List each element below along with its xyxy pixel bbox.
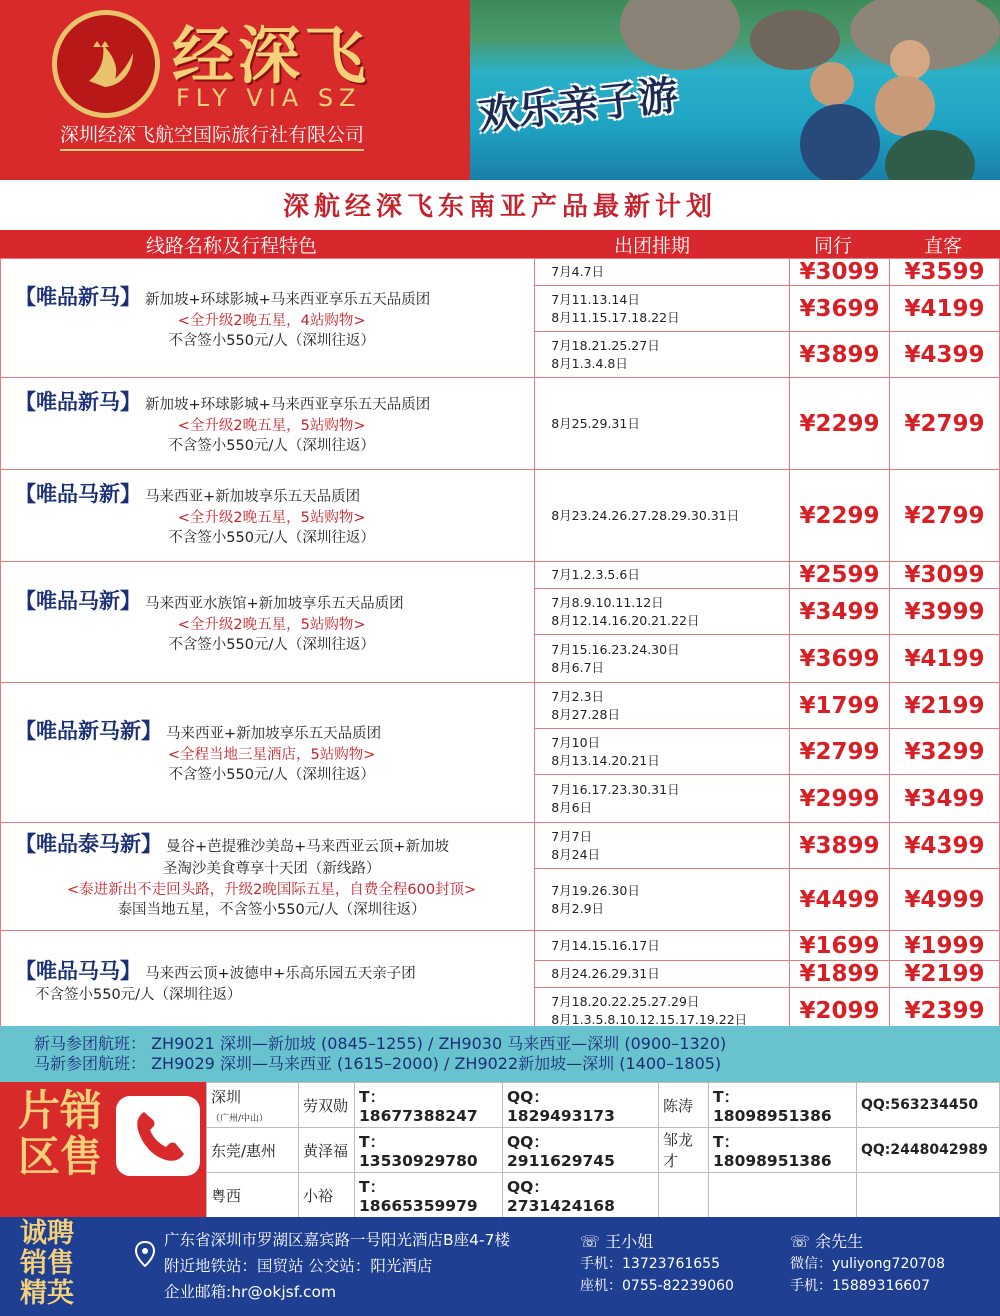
peer-price: ¥1699 — [790, 931, 890, 961]
route-note: <全升级2晚五星，4站购物> — [177, 312, 366, 329]
date-line: 7月2.3日 — [551, 688, 605, 704]
recruit-footer — [0, 1217, 1000, 1316]
date-line: 8月1.3.4.8日 — [551, 355, 628, 371]
direct-price: ¥3599 — [890, 259, 1000, 286]
peer-price: ¥3899 — [790, 823, 890, 869]
peer-price: ¥3699 — [790, 635, 890, 683]
table-row — [1, 259, 1000, 286]
contact-phone: T：13530929780 — [355, 1128, 503, 1173]
table-header — [0, 230, 1000, 258]
contact-1-landline: 座机：0755-82239060 — [580, 1278, 734, 1294]
date-line: 7月4.7日 — [551, 264, 605, 279]
date-line: 7月1.2.3.5.6日 — [551, 567, 640, 582]
date-line: 8月6日 — [551, 799, 593, 815]
schedule-cell — [535, 286, 790, 332]
route-desc: 新加坡+环球影城+马来西亚享乐五天品质团 — [145, 397, 431, 413]
route-visa-note: 不含签小550元/人（深圳往返） — [168, 332, 375, 349]
peer-price: ¥3099 — [790, 259, 890, 286]
region — [207, 1173, 299, 1218]
route-name: 【唯品新马】 — [15, 390, 141, 414]
route-desc: 马来西云顶+波德申+乐高乐园五天亲子团 — [145, 965, 416, 982]
date-line: 8月24日 — [551, 846, 601, 862]
route-desc: 马来西亚水族馆+新加坡享乐五天品质团 — [145, 595, 404, 612]
contact-2-wechat: 微信：yuliyong720708 — [790, 1256, 945, 1272]
schedule-cell — [535, 683, 790, 729]
peer-price: ¥4499 — [790, 869, 890, 931]
schedule-cell — [535, 259, 790, 286]
bird-icon — [79, 33, 141, 95]
date-line: 8月12.14.16.20.21.22日 — [551, 612, 700, 628]
date-line: 7月15.16.23.24.30日 — [551, 641, 680, 657]
route-cell — [1, 931, 535, 1034]
route-visa-note: 不含签小550元/人（深圳往返） — [168, 530, 375, 546]
phone-icon — [116, 1096, 200, 1176]
contact-1-mobile: 手机：13723761655 — [580, 1256, 720, 1272]
peer-price: ¥1799 — [790, 683, 890, 729]
logo — [52, 10, 160, 118]
schedule-cell — [535, 869, 790, 931]
peer-price: ¥3499 — [790, 589, 890, 635]
flight-line-2: 马新参团航班： ZH9029 深圳—马来西亚 (1615–2000) / ZH9022新加坡—深圳 (1400–1805) — [34, 1054, 722, 1073]
phone-small-icon: ☏ — [580, 1232, 606, 1251]
flight-line-1: 新马参团航班： ZH9021 深圳—新加坡 (0845–1255) / ZH9030 马来西亚—深圳 (0900–1320) — [34, 1034, 727, 1053]
direct-price: ¥1999 — [890, 931, 1000, 961]
route-cell — [1, 470, 535, 562]
peer-price: ¥3899 — [790, 332, 890, 378]
direct-price: ¥3999 — [890, 589, 1000, 635]
address: 广东省深圳市罗湖区嘉宾路一号阳光酒店B座4-7楼 — [164, 1231, 510, 1249]
route-desc: 新加坡+环球影城+马来西亚享乐五天品质团 — [145, 291, 431, 308]
contact-phone: T：18677388247 — [355, 1083, 503, 1128]
region — [207, 1128, 299, 1173]
table-row — [1, 683, 1000, 729]
contact-1-name: 王小姐 — [605, 1232, 654, 1251]
direct-price: ¥4199 — [890, 286, 1000, 332]
direct-price: ¥3099 — [890, 562, 1000, 589]
contact-name: 小裕 — [299, 1173, 355, 1218]
route-name: 【唯品马新】 — [15, 588, 141, 613]
contact-phone-2: T：18098951386 — [709, 1083, 857, 1128]
date-line: 8月11.15.17.18.22日 — [551, 309, 680, 325]
header-banner — [0, 0, 1000, 180]
sales-section — [0, 1082, 1000, 1217]
peer-price: ¥2999 — [790, 775, 890, 823]
contact-qq-2: QQ:563234450 — [857, 1083, 1000, 1128]
brand-name: 经深飞 — [172, 19, 371, 92]
date-line: 8月24.26.29.31日 — [551, 966, 660, 981]
contact-name: 黄泽福 — [299, 1128, 355, 1173]
direct-price: ¥2799 — [890, 470, 1000, 562]
table-row — [1, 378, 1000, 470]
route-desc: 马来西亚+新加坡享乐五天品质团 — [145, 489, 361, 505]
route-name: 【唯品马新】 — [15, 482, 141, 506]
contact-name: 劳双勋 — [299, 1083, 355, 1128]
region-name: 粤西 — [211, 1186, 242, 1205]
col-peer: 同行 — [814, 235, 853, 257]
route-visa-note: 不含签小550元/人（深圳往返） — [168, 767, 375, 783]
date-line: 7月18.20.22.25.27.29日 — [551, 993, 700, 1009]
route-desc: 曼谷+芭提雅沙美岛+马来西亚云顶+新加坡 — [166, 839, 449, 855]
route-note: <全升级2晚五星，5站购物> — [177, 510, 366, 526]
table-row — [1, 823, 1000, 869]
schedule-cell — [535, 931, 790, 961]
date-line: 7月8.9.10.11.12日 — [551, 594, 664, 610]
direct-price: ¥2399 — [890, 988, 1000, 1034]
direct-price: ¥2199 — [890, 961, 1000, 988]
address-block — [164, 1227, 510, 1305]
contact-2-name: 余先生 — [815, 1232, 864, 1251]
phone-small-icon: ☏ — [790, 1232, 816, 1251]
col-schedule: 出团排期 — [614, 235, 691, 257]
direct-price: ¥4199 — [890, 635, 1000, 683]
route-name: 【唯品新马新】 — [15, 719, 162, 743]
plan-title: 深航经深飞东南亚产品最新计划 — [282, 192, 717, 222]
transit: 附近地铁站：国贸站 公交站：阳光酒店 — [164, 1257, 433, 1275]
contact-row — [207, 1128, 1000, 1173]
contact-phone-2: T：18098951386 — [709, 1128, 857, 1173]
contact-phone-2 — [709, 1173, 857, 1218]
direct-price: ¥3299 — [890, 729, 1000, 775]
sales-label-2: 区售 — [17, 1132, 102, 1181]
table-row — [1, 931, 1000, 961]
brand-name-en: FLY VIA SZ — [176, 84, 362, 112]
date-line: 7月11.13.14日 — [551, 291, 640, 307]
route-note: <全程当地三星酒店，5站购物> — [167, 747, 376, 763]
schedule-cell — [535, 589, 790, 635]
schedule-cell — [535, 378, 790, 470]
schedule-cell — [535, 562, 790, 589]
route-visa-note: 不含签小550元/人（深圳往返） — [168, 636, 375, 653]
route-name: 【唯品泰马新】 — [15, 832, 162, 856]
schedule-cell — [535, 635, 790, 683]
schedule-cell — [535, 332, 790, 378]
route-visa-note: 不含签小550元/人（深圳往返） — [35, 986, 242, 1003]
table-row — [1, 562, 1000, 589]
date-line: 7月19.26.30日 — [551, 882, 640, 898]
contact-qq: QQ：1829493173 — [503, 1083, 659, 1128]
region-sub: （广州/中山） — [211, 1113, 269, 1124]
contact-qq-2 — [857, 1173, 1000, 1218]
peer-price: ¥2099 — [790, 988, 890, 1034]
direct-price: ¥4399 — [890, 823, 1000, 869]
route-cell — [1, 562, 535, 683]
date-line: 8月6.7日 — [551, 659, 605, 675]
contact-row — [207, 1173, 1000, 1218]
region-name: 深圳 — [211, 1087, 242, 1106]
direct-price: ¥4399 — [890, 332, 1000, 378]
date-line: 8月25.29.31日 — [551, 415, 640, 431]
direct-price: ¥2799 — [890, 378, 1000, 470]
route-note: <泰进新出不走回头路，升级2晚国际五星，自费全程600封顶> — [67, 882, 477, 898]
contact-name-2: 邹龙才 — [659, 1128, 709, 1173]
date-line: 8月23.24.26.27.28.29.30.31日 — [551, 507, 740, 523]
route-note: <全升级2晚五星，5站购物> — [177, 418, 366, 434]
peer-price: ¥2299 — [790, 378, 890, 470]
contact-2 — [790, 1231, 945, 1297]
direct-price: ¥3499 — [890, 775, 1000, 823]
col-direct: 直客 — [924, 235, 963, 257]
route-cell — [1, 378, 535, 470]
route-cell — [1, 683, 535, 823]
sales-contacts — [206, 1082, 1000, 1218]
schedule-cell — [535, 961, 790, 988]
contact-phone: T：18665359979 — [355, 1173, 503, 1218]
date-line: 7月10日 — [551, 734, 601, 750]
date-line: 7月7日 — [551, 828, 593, 844]
flight-info — [0, 1026, 1000, 1082]
location-icon — [134, 1241, 156, 1267]
date-line: 7月16.17.23.30.31日 — [551, 781, 680, 797]
peer-price: ¥2799 — [790, 729, 890, 775]
schedule-cell — [535, 823, 790, 869]
region — [207, 1083, 299, 1128]
schedule-cell — [535, 775, 790, 823]
price-table — [0, 258, 1000, 1034]
region-name: 东莞/惠州 — [211, 1141, 277, 1160]
contact-row — [207, 1083, 1000, 1128]
peer-price: ¥1899 — [790, 961, 890, 988]
direct-price: ¥4999 — [890, 869, 1000, 931]
contact-qq-2: QQ:2448042989 — [857, 1128, 1000, 1173]
route-name: 【唯品新马】 — [15, 284, 141, 309]
date-line: 8月13.14.20.21日 — [551, 752, 660, 768]
sales-label-1: 片销 — [17, 1086, 102, 1135]
route-name: 【唯品马马】 — [15, 958, 141, 983]
date-line: 7月18.21.25.27日 — [551, 337, 660, 353]
direct-price: ¥2199 — [890, 683, 1000, 729]
date-line: 8月2.9日 — [551, 900, 605, 916]
recruit-label: 诚聘销售精英 — [20, 1218, 74, 1309]
route-cell — [1, 823, 535, 931]
sales-label — [10, 1088, 110, 1180]
contact-1 — [580, 1231, 734, 1297]
contact-qq: QQ：2731424168 — [503, 1173, 659, 1218]
route-visa-note: 泰国当地五星，不含签小550元/人（深圳往返） — [117, 902, 426, 918]
schedule-cell — [535, 470, 790, 562]
peer-price: ¥2299 — [790, 470, 890, 562]
route-cell — [1, 259, 535, 378]
date-line: 8月1.3.5.8.10.12.15.17.19.22日 — [551, 1011, 748, 1027]
contact-qq: QQ：2911629745 — [503, 1128, 659, 1173]
table-row — [1, 470, 1000, 562]
col-route: 线路名称及行程特色 — [146, 235, 318, 257]
peer-price: ¥2599 — [790, 562, 890, 589]
company-name: 深圳经深飞航空国际旅行社有限公司 — [60, 120, 364, 151]
date-line: 7月14.15.16.17日 — [551, 937, 660, 953]
contact-name-2 — [659, 1173, 709, 1218]
route-visa-note: 不含签小550元/人（深圳往返） — [168, 438, 375, 454]
peer-price: ¥3699 — [790, 286, 890, 332]
route-note: <全升级2晚五星，5站购物> — [177, 616, 366, 633]
contact-2-mobile: 手机：15889316607 — [790, 1278, 930, 1294]
email: 企业邮箱:hr@okjsf.com — [164, 1283, 337, 1301]
schedule-cell — [535, 729, 790, 775]
contact-name-2: 陈涛 — [659, 1083, 709, 1128]
route-desc: 马来西亚+新加坡享乐五天品质团 — [166, 726, 382, 742]
route-desc-2: 圣淘沙美食尊享十天团（新线路） — [162, 861, 381, 877]
date-line: 8月27.28日 — [551, 706, 620, 722]
slogan: 欢乐亲子游 — [476, 72, 681, 140]
